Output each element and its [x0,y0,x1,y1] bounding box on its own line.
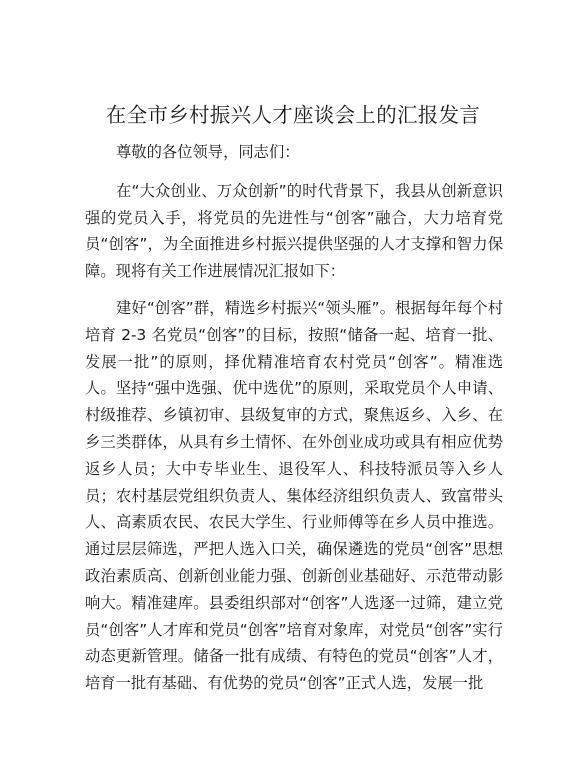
greeting-line: 尊敬的各位领导，同志们： [116,143,300,161]
paragraph-intro: 在“大众创业、万众创新”的时代背景下，我县从创新意识强的党员入手，将党员的先进性与“创客”融合，大力培育党员“创客”，为全面推进乡村振兴提供坚强的人才支撑和智力保障。现将有关工作进展情况汇报如下： [85,181,503,281]
document-title: 在全市乡村振兴人才座谈会上的汇报发言 [105,103,481,127]
document-body [85,139,503,707]
paragraph-maker-group: 建好“创客”群，精选乡村振兴“领头雁”。根据每年每个村培育 2-3 名党员“创客”的目标，按照“储备一起、培育一批、发展一批”的原则，择优精准培育农村党员“创客”。精准选人。坚持“强中选强、优中选优”的原则，采取党员个人申请、村级推荐、乡镇初审、县级复审的方式，聚焦返乡、入乡、在乡三类群体，从具有乡土情怀、在外创业成功或具有相应优势返乡人员；大中专毕业生、退役军人、科技特派员等入乡人员；农村基层党组织负责人、集体经济组织负责人、致富带头人、高素质农民、农民大学生、行业师傅等在乡人员中推选。通过层层筛选，严把人选入口关，确保遴选的党员“创客”思想政治素质高、创新创业能力强、创新创业基础好、示范带动影响大。精准建库。县委组织部对“创客”人选逐一过筛，建立党员“创客”人才库和党员“创客”培育对象库，对党员“创客”实行动态更新管理。储备一批有成绩、有特色的党员“创客”人才，培育一批有基础、有优势的党员“创客”正式人选，发展一批 [85,298,503,693]
